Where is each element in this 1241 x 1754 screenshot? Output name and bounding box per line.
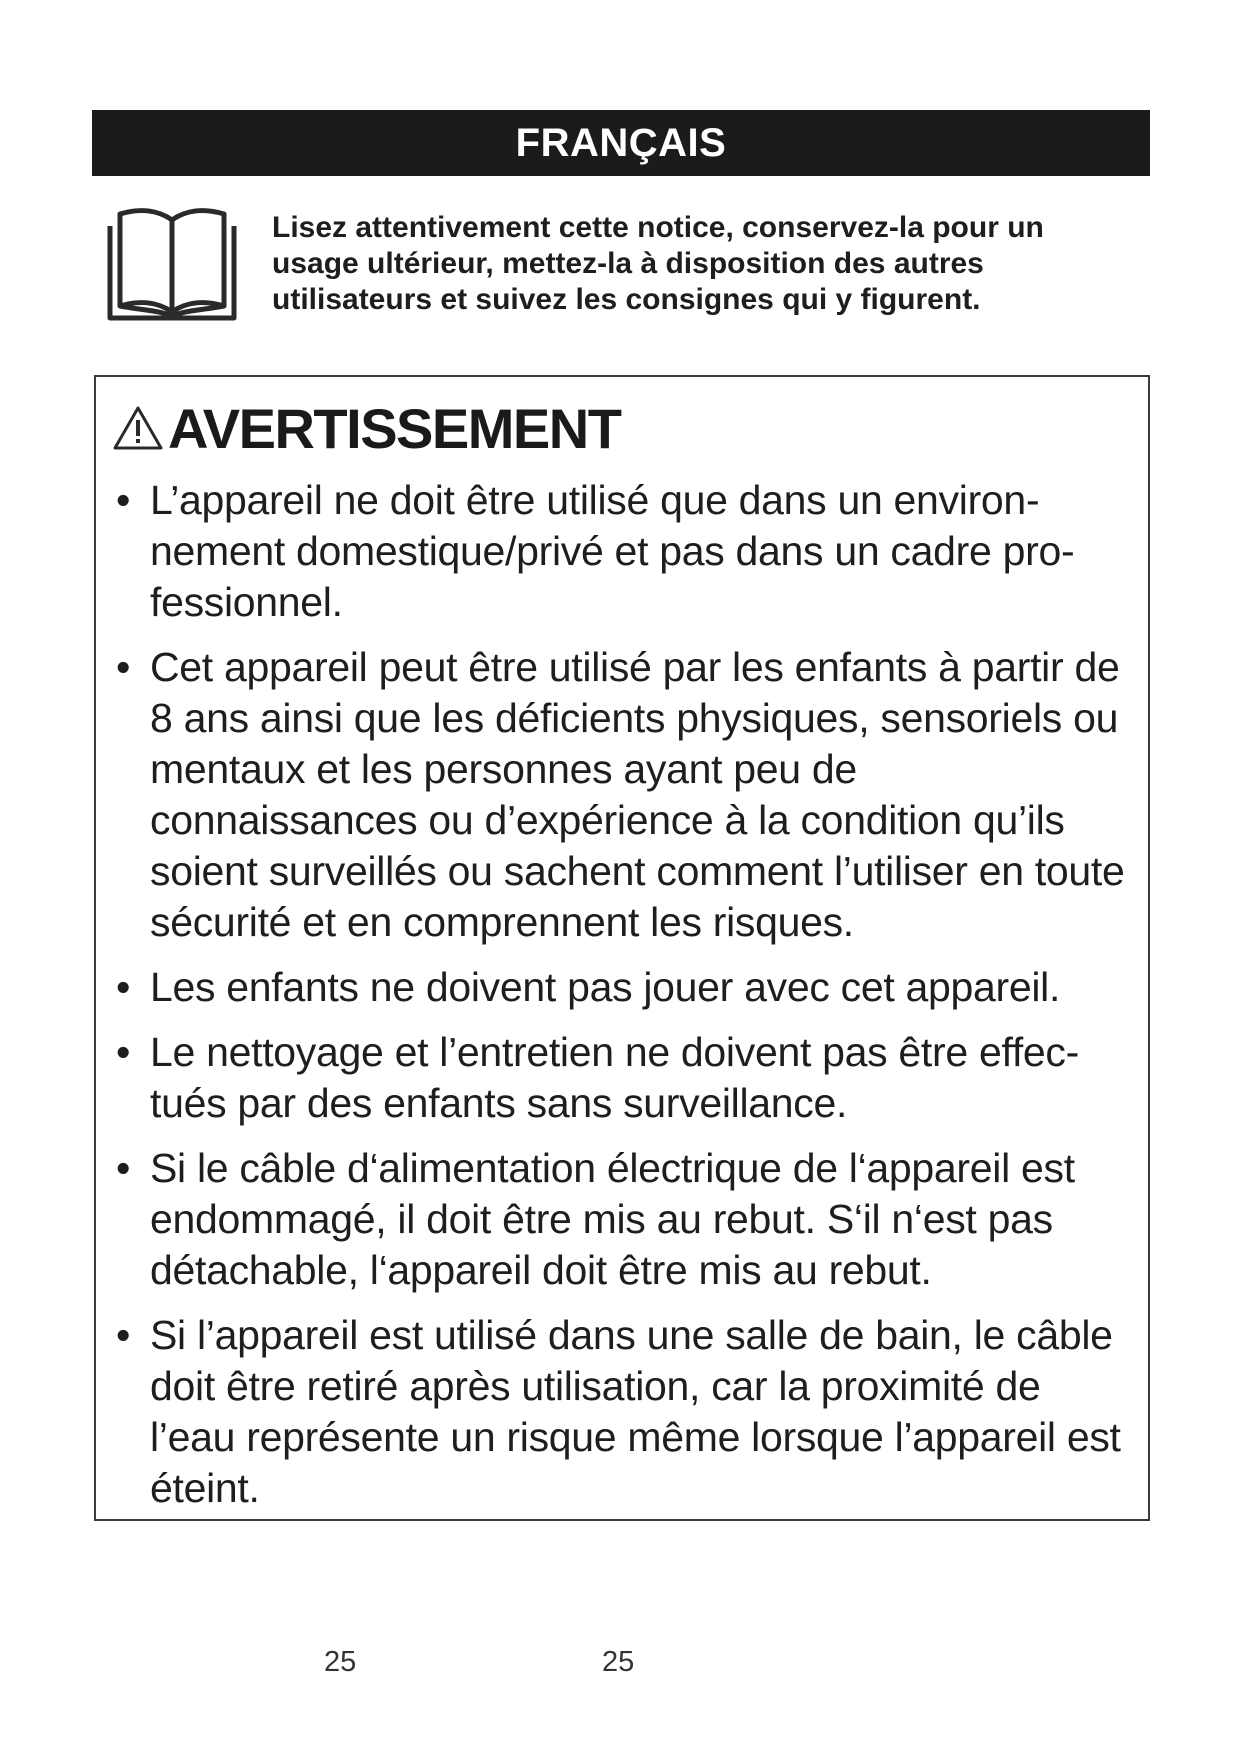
warning-item xyxy=(114,475,1134,628)
language-header xyxy=(92,110,1150,176)
language-title: FRANÇAIS xyxy=(515,120,727,165)
warning-item-text: Le nettoyage et l’entretien ne doivent pas être effectués par des enfants sans surveillance. xyxy=(150,1029,1080,1126)
bullet: • xyxy=(116,1145,131,1191)
warning-item xyxy=(114,962,1134,1013)
intro-notice: Lisez attentivement cette notice, conservez-la pour un usage ultérieur, mettez-la à disposition des autres utilisateurs et suivez les consignes qui y figurent. xyxy=(272,211,1044,316)
warning-item-text: Si l’appareil est utilisé dans une salle de bain, le câble doit être retiré après utilisation, car la proximité de l’eau représente un risque même lorsque l’appareil est éteint. xyxy=(150,1312,1121,1511)
bullet: • xyxy=(116,1312,131,1358)
warning-item xyxy=(114,1143,1134,1296)
bullet: • xyxy=(116,477,131,523)
bullet: • xyxy=(116,1029,131,1075)
bullet: • xyxy=(116,964,131,1010)
warning-item xyxy=(114,642,1134,948)
page-number-left: 25 xyxy=(324,1646,357,1678)
page-number-right: 25 xyxy=(602,1646,635,1678)
open-book-icon xyxy=(104,206,240,324)
warning-item xyxy=(114,1310,1134,1514)
bullet: • xyxy=(116,644,131,690)
warning-item-text: L’appareil ne doit être utilisé que dans un environnement domestique/privé et pas dans un cadre professionnel. xyxy=(150,477,1075,625)
warning-item-text: Cet appareil peut être utilisé par les enfants à partir de 8 ans ainsi que les déficients physiques, sensoriels ou mentaux et les personnes ayant peu de connaissances ou d’expérience à la condition qu’ils soient surveillés ou sachent comment l’utiliser en toute sécurité et en comprennent les risques. xyxy=(150,644,1125,945)
warning-heading xyxy=(112,393,620,463)
warning-item xyxy=(114,1027,1134,1129)
warning-box xyxy=(94,375,1150,1521)
warning-title: AVERTISSEMENT xyxy=(168,396,621,460)
warning-item-text: Si le câble d‘alimentation électrique de l‘appareil est endommagé, il doit être mis au rebut. S‘il n‘est pas détachable, l‘appareil doit être mis au rebut. xyxy=(150,1145,1075,1293)
warning-item-text: Les enfants ne doivent pas jouer avec cet appareil. xyxy=(150,964,1061,1010)
warning-list xyxy=(114,475,1134,1528)
warning-triangle-icon xyxy=(112,405,164,451)
